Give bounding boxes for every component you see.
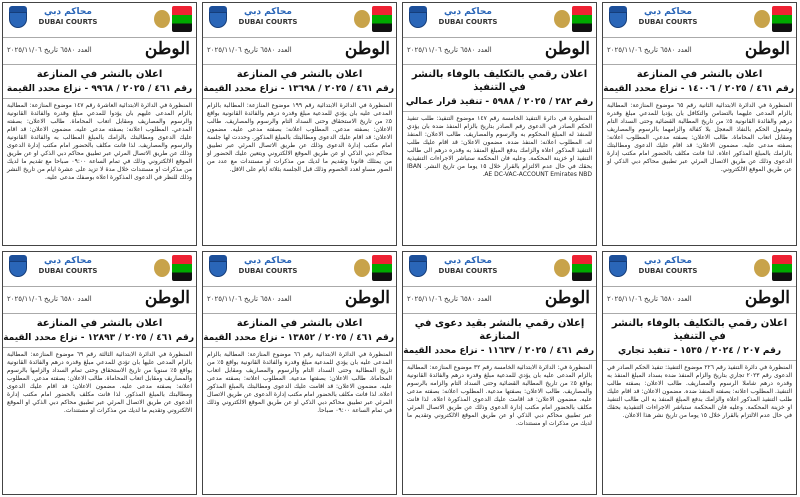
- notice-body: المنظورة في دائرة التنفيذ رقم ٢٢٦ موضوع التنفيذ: تنفيذ الحكم الصادر في الدعوى رقم ٢٠٢٣ تجاري بتاريخ والزام المنفذ ضده بسداد المبلغ المنفذ به وقدره درهم شاملا الرسوم والمصاريف. طالب الاعلان: بصفته طالب التنفيذ. المطلوب اعلانه: بصفته المنفذ ضده. مضمون الاعلان: قد اقام عليك طلب التنفيذ المذكور اعلاه والزامك بدفع المبلغ المنفذ به الى طالب التنفيذ او خزينة المحكمة. وعليه فان المحكمة ستباشر الاجراءات التنفيذية بحقك في حال عدم الالتزام بالقرار خلال ١٥ يوما من تاريخ نشر هذا الاعلان.: [607, 364, 792, 419]
- dubai-courts-emblem-icon: [607, 6, 629, 30]
- notice-header: [203, 252, 396, 287]
- notice-title: إعلان رقمي بالنشر بقيد دعوى في المنازعة: [414, 318, 585, 342]
- newspaper-name: الوطن: [344, 288, 390, 308]
- issue-date: العدد ٦٥٨٠ تاريخ ٢٠٢٥/١١/٠٦: [607, 295, 692, 303]
- notice-case-number: رقم ٤٦١ / ٢٠٢٥ / ٩٩٦٨ - نزاع محدد القيمة: [3, 82, 196, 99]
- notice-case-number: رقم ٤٦١ / ٢٠٢٥ / ١٢٨٩٣ - نزاع محدد القيمة: [3, 331, 196, 348]
- issue-date: العدد ٦٥٨٠ تاريخ ٢٠٢٥/١١/٠٦: [407, 295, 492, 303]
- court-name-ar: محاكم دبي: [244, 256, 292, 266]
- notice-card: [2, 2, 197, 246]
- notice-header: [403, 3, 596, 38]
- notice-header: [603, 3, 796, 38]
- newspaper-masthead: [3, 38, 196, 65]
- newspaper-masthead: [403, 38, 596, 65]
- notice-title: اعلان بالنشر في المنازعة: [236, 318, 363, 329]
- uae-flag-icon: [352, 6, 392, 32]
- court-name-ar: محاكم دبي: [444, 7, 492, 17]
- newspaper-name: الوطن: [544, 39, 590, 59]
- court-name-en: DUBAI COURTS: [38, 267, 98, 275]
- notice-case-number: رقم ٤٦١ / ٢٠٢٥ / ١٣٦٩٨ - نزاع محدد القيمة: [203, 82, 396, 99]
- notice-title: اعلان بالنشر في المنازعة: [36, 318, 163, 329]
- court-name-en: DUBAI COURTS: [438, 267, 498, 275]
- issue-date: العدد ٦٥٨٠ تاريخ ٢٠٢٥/١١/٠٦: [407, 46, 492, 54]
- notice-case-number: رقم ٤٦١ / ٢٠٢٥ / ١٣٨٥٢ - نزاع محدد القيمة: [203, 331, 396, 348]
- notice-header: [403, 252, 596, 287]
- notice-title: اعلان رقمي بالتكليف بالوفاء بالنشر في التنفيذ: [411, 69, 588, 93]
- issue-date: العدد ٦٥٨٠ تاريخ ٢٠٢٥/١١/٠٦: [607, 46, 692, 54]
- newspaper-name: الوطن: [344, 39, 390, 59]
- court-name-ar: محاكم دبي: [644, 7, 692, 17]
- newspaper-name: الوطن: [744, 288, 790, 308]
- notice-body: المنظورة في الدائرة الابتدائية رقم ١٩٩ موضوع المنازعة: المطالبة بالزام المدعى عليه بان يؤدي للمدعية مبلغ وقدره درهم والفائدة القانونية بواقع ٥٪ من تاريخ الاستحقاق وحتى السداد التام والرسوم والمصاريف. طالب الاعلان: بصفته مدعي. المطلوب اعلانه: بصفته مدعى عليه. مضمون الاعلان: قد اقام عليك الدعوى ومطالبتك بالمبلغ المذكور. وحددت لها جلسة امام مكتب إدارة الدعوى وذلك عن طريق الاتصال المرئي عبر تطبيق محاكم دبي الذكي او عن طريق الموقع الالكتروني ويتعين عليك الحضور او من يمثلك قانونا وتقديم ما لديك من مذكرات او مستندات مع عدد من الصور مساو لعدد الخصوم وذلك قبل الجلسة بثلاثة ايام على الاقل.: [207, 102, 392, 173]
- newspaper-name: الوطن: [544, 288, 590, 308]
- notice-card: [602, 251, 797, 495]
- notice-card: [402, 251, 597, 495]
- uae-flag-icon: [152, 255, 192, 281]
- dubai-courts-emblem-icon: [407, 6, 429, 30]
- dubai-courts-emblem-icon: [7, 255, 29, 279]
- notice-body: المنظورة في الدائرة الابتدائية الثالثة رقم ٦٩ موضوع المنازعة: المطالبة بالزام المدعى عليها بان تؤدي للمدعي مبلغ وقدره درهم والفائدة القانونية بواقع ٥٪ سنويا من تاريخ الاستحقاق وحتى تمام السداد والزامها بالرسوم والمصاريف ومقابل اتعاب المحاماة. طالب الاعلان: بصفته مدعي. المطلوب اعلانه: بصفته مدعى عليه. مضمون الاعلان: قد اقام عليك الدعوى ومطالبتك بالمبلغ المذكور. لذا فانت مكلف بالحضور امام مكتب إدارة الدعوى عن طريق الاتصال المرئي عبر تطبيق محاكم دبي الذكي او الموقع الالكتروني وتقديم ما لديك من مذكرات او مستندات.: [7, 351, 193, 414]
- notice-case-number: رقم ٤٦١ / ٢٠٢٥ / ١١٦٣٧ - نزاع محدد القيمة: [403, 344, 596, 361]
- court-name-ar: محاكم دبي: [444, 256, 492, 266]
- issue-date: العدد ٦٥٨٠ تاريخ ٢٠٢٥/١١/٠٦: [7, 46, 92, 54]
- dubai-courts-emblem-icon: [407, 255, 429, 279]
- dubai-courts-emblem-icon: [7, 6, 29, 30]
- notice-card: [402, 2, 597, 246]
- court-name-ar: محاكم دبي: [44, 256, 92, 266]
- notice-body: المنظورة في دائرة التنفيذ الخامسة رقم ١٤٧ موضوع التنفيذ: طلب تنفيذ الحكم الصادر في الدعوى رقم الصادر بتاريخ بالزام المنفذ ضده بان يؤدي للمنفذ له المبلغ المحكوم به والرسوم والمصاريف. طالب الاعلان: المنفذ له. المطلوب اعلانه: المنفذ ضده. مضمون الاعلان: قد اقام عليك طلب التنفيذ المذكور اعلاه والزامك بدفع المبلغ المنفذ به وقدره درهم الى طالب التنفيذ او خزينة المحكمة. وعليه فان المحكمة ستباشر الاجراءات التنفيذية بحقك في حال عدم الالتزام بالقرار خلال ١٥ يوما من تاريخ النشر. IBAN AE DC-VAC-ACCOUNT Emirates NBD.: [407, 115, 592, 178]
- newspaper-name: الوطن: [744, 39, 790, 59]
- court-name-ar: محاكم دبي: [44, 7, 92, 17]
- uae-flag-icon: [152, 6, 192, 32]
- notice-body: المنظورة في الدائرة الابتدائية رقم ٦٦ موضوع المنازعة: المطالبة بالزام المدعى عليه بان يؤدي للمدعية مبلغ وقدره والفائدة القانونية بواقع ٥٪ من تاريخ المطالبة وحتى السداد التام والرسوم والمصاريف ومقابل اتعاب المحاماة. طالب الاعلان: بصفتها مدعية. المطلوب اعلانه: بصفته مدعى عليه. مضمون الاعلان: قد اقامت عليك الدعوى ومطالبتك بالمبلغ المذكور اعلاه. لذا فانت مكلف بالحضور امام مكتب إدارة الدعوى عن طريق الاتصال المرئي عبر تطبيق محاكم دبي الذكي او عن طريق الموقع الالكتروني وذلك في تمام الساعة ٠٩:٠٠ صباحا.: [207, 351, 392, 414]
- notice-title: اعلان بالنشر في المنازعة: [236, 69, 363, 80]
- court-name-en: DUBAI COURTS: [38, 18, 98, 26]
- notice-body: المنظورة في: الدائرة الابتدائية الخامسة رقم ٣٢ موضوع المنازعة: المطالبة بالزام المدعى عليه بان يؤدي للمدعية مبلغ وقدره درهم والفائدة القانونية بواقع ٥٪ من تاريخ المطالبة القضائية وحتى السداد التام والزامه بالرسوم والمصاريف. طالب الاعلان: بصفتها مدعية. المطلوب اعلانه: بصفته مدعى عليه. مضمون الاعلان: قد اقامت عليك الدعوى المذكورة اعلاه. لذا فانت مكلف بالحضور امام مكتب إدارة الدعوى وذلك عن طريق الاتصال المرئي عبر تطبيق محاكم دبي الذكي او عن طريق الموقع الالكتروني وتقديم ما لديك من مذكرات او مستندات.: [407, 364, 593, 427]
- notice-header: [3, 3, 196, 38]
- notice-title: اعلان بالنشر في المنازعة: [636, 69, 763, 80]
- notice-case-number: رقم ٢٨٢ / ٢٠٢٥ / ٥٩٨٨ - تنفيذ قرار عمالي: [403, 95, 596, 112]
- notice-body: المنظورة في الدائرة الابتدائية العاشرة رقم ١٤٧ موضوع المنازعة: المطالبة بالزام المدعى عليهم بان يؤدوا للمدعي مبلغ وقدره والفائدة القانونية والرسوم والمصاريف ومقابل اتعاب المحاماة. طالب الاعلان: بصفته المدعي. المطلوب اعلانه: بصفته مدعى عليه. مضمون الاعلان: قد اقام عليك الدعوى ومطالبتك بالزامك بالمبلغ المطالب به والفائدة القانونية والرسوم والمصاريف. لذا فانت مكلف بالحضور امام مكتب إدارة الدعوى وذلك عن طريق الاتصال المرئي عبر تطبيق محاكم دبي الذكي او عن طريق الموقع الالكتروني وذلك في تمام الساعة ٠٩:٠٠ صباحا مع تقديم ما لديك من مذكرات او مستندات خلال مدة لا تزيد على عشرة ايام من تاريخ النشر وذلك للنظر في الدعوى المذكورة اعلاه بوصفك مدعى عليه.: [7, 102, 192, 181]
- uae-flag-icon: [352, 255, 392, 281]
- dubai-courts-emblem-icon: [207, 6, 229, 30]
- newspaper-name: الوطن: [144, 288, 190, 308]
- issue-date: العدد ٦٥٨٠ تاريخ ٢٠٢٥/١١/٠٦: [7, 295, 92, 303]
- uae-flag-icon: [752, 6, 792, 32]
- notice-header: [603, 252, 796, 287]
- notice-title: اعلان بالنشر في المنازعة: [36, 69, 163, 80]
- uae-flag-icon: [752, 255, 792, 281]
- court-name-en: DUBAI COURTS: [638, 267, 698, 275]
- notice-card: [2, 251, 197, 495]
- issue-date: العدد ٦٥٨٠ تاريخ ٢٠٢٥/١١/٠٦: [207, 295, 292, 303]
- notice-header: [203, 3, 396, 38]
- dubai-courts-emblem-icon: [207, 255, 229, 279]
- newspaper-masthead: [203, 287, 396, 314]
- dubai-courts-emblem-icon: [607, 255, 629, 279]
- notice-card: [202, 2, 397, 246]
- issue-date: العدد ٦٥٨٠ تاريخ ٢٠٢٥/١١/٠٦: [207, 46, 292, 54]
- court-name-en: DUBAI COURTS: [438, 18, 498, 26]
- notice-card: [202, 251, 397, 495]
- court-name-en: DUBAI COURTS: [638, 18, 698, 26]
- newspaper-name: الوطن: [144, 39, 190, 59]
- court-name-ar: محاكم دبي: [644, 256, 692, 266]
- newspaper-masthead: [603, 38, 796, 65]
- court-name-en: DUBAI COURTS: [238, 18, 298, 26]
- court-name-en: DUBAI COURTS: [238, 267, 298, 275]
- notices-grid: [2, 2, 798, 495]
- court-name-ar: محاكم دبي: [244, 7, 292, 17]
- notice-title: اعلان رقمي بالتكليف بالوفاء بالنشر في التنفيذ: [611, 318, 788, 342]
- notice-case-number: رقم ٢٠٧ / ٢٠٢٤ / ١٥٣٥ - تنفيذ تجاري: [603, 344, 796, 361]
- notice-case-number: رقم ٤٦١ / ٢٠٢٥ / ١٤٠٠٦ - نزاع محدد القيمة: [603, 82, 796, 99]
- newspaper-masthead: [403, 287, 596, 314]
- newspaper-masthead: [203, 38, 396, 65]
- uae-flag-icon: [552, 255, 592, 281]
- notice-header: [3, 252, 196, 287]
- uae-flag-icon: [552, 6, 592, 32]
- newspaper-masthead: [603, 287, 796, 314]
- notice-body: المنظورة في الدائرة الابتدائية الثانية رقم ٦٥ موضوع المنازعة: المطالبة بالزام المدعى عليهما بالتضامن والتكافل بان يؤديا للمدعي مبلغ وقدره درهم والفائدة القانونية ٥٪ من تاريخ المطالبة القضائية وحتى السداد التام وشمول الحكم بالنفاذ المعجل بلا كفالة والزامهما بالرسوم والمصاريف ومقابل اتعاب المحاماة. طالب الاعلان: بصفته مدعي. المطلوب اعلانه: بصفته مدعى عليه. مضمون الاعلان: قد اقام عليك الدعوى ومطالبتك بالزامك بالمبلغ المذكور اعلاه. لذا فانت مكلف بالحضور امام مكتب إدارة الدعوى وذلك عن طريق الاتصال المرئي عبر تطبيق محاكم دبي الذكي او عن طريق الموقع الالكتروني.: [607, 102, 792, 173]
- notice-card: [602, 2, 797, 246]
- newspaper-masthead: [3, 287, 196, 314]
